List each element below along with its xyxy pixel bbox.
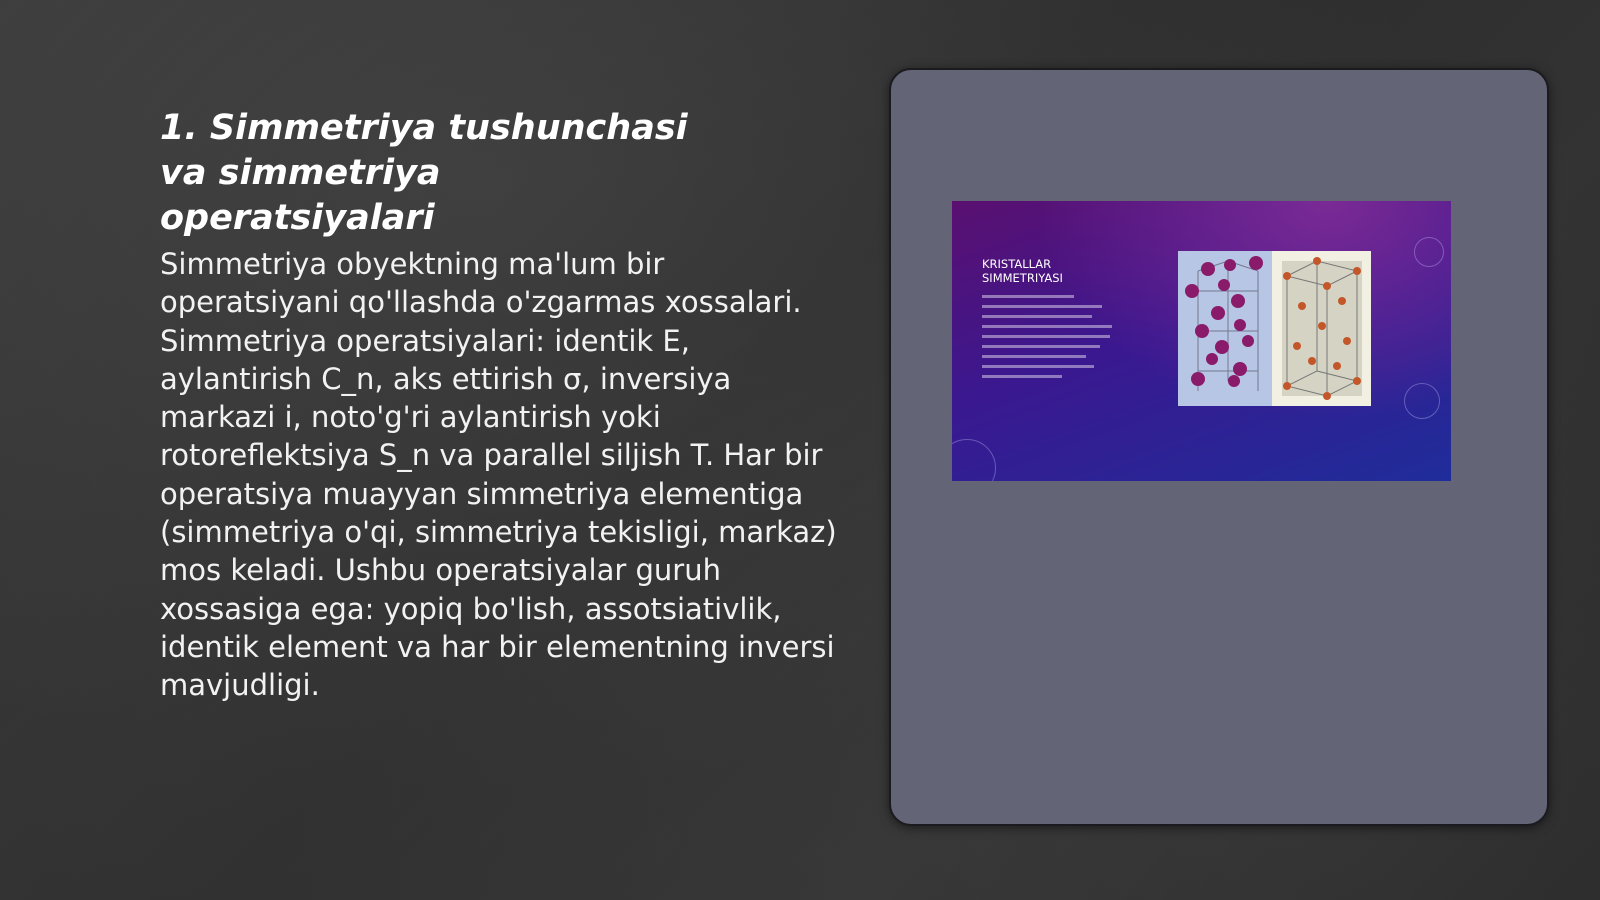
decor-circle-icon xyxy=(952,439,996,481)
crystal-lattice-image-b xyxy=(1272,251,1371,406)
decor-circle-icon xyxy=(1404,383,1440,419)
decor-circle-icon xyxy=(1414,237,1444,267)
embedded-slide-title: KRISTALLAR SIMMETRIYASI xyxy=(982,257,1063,285)
slide-heading: 1. Simmetriya tushunchasi va simmetriya operatsiyalari xyxy=(160,108,688,238)
embedded-slide-body-text xyxy=(982,293,1132,389)
blurred-text-lines-icon xyxy=(982,293,1132,385)
slide-body-text: Simmetriya obyektning ma'lum bir operatsiyani qo'llashda o'zgarmas xossalari. Simmetriya operatsiyalari: identik E, aylantirish C_n, aks ettirish σ, inversiya markazi i, noto'g'ri aylantirish yoki rotoreflektsiya S_n va parallel siljish T. Har bir operatsiya muayyan simmetriya elementiga (simmetriya o'qi, simmetriya tekisligi, markaz) mos keladi. Ushbu operatsiyalar guruh xossasiga ega: yopiq bo'lish, assotsiativlik, identik element va har bir elementning inversi mavjudligi. xyxy=(160,247,837,703)
embedded-slide-image xyxy=(952,201,1451,481)
crystal-lattice-image-a xyxy=(1178,251,1272,406)
image-card xyxy=(889,68,1549,826)
